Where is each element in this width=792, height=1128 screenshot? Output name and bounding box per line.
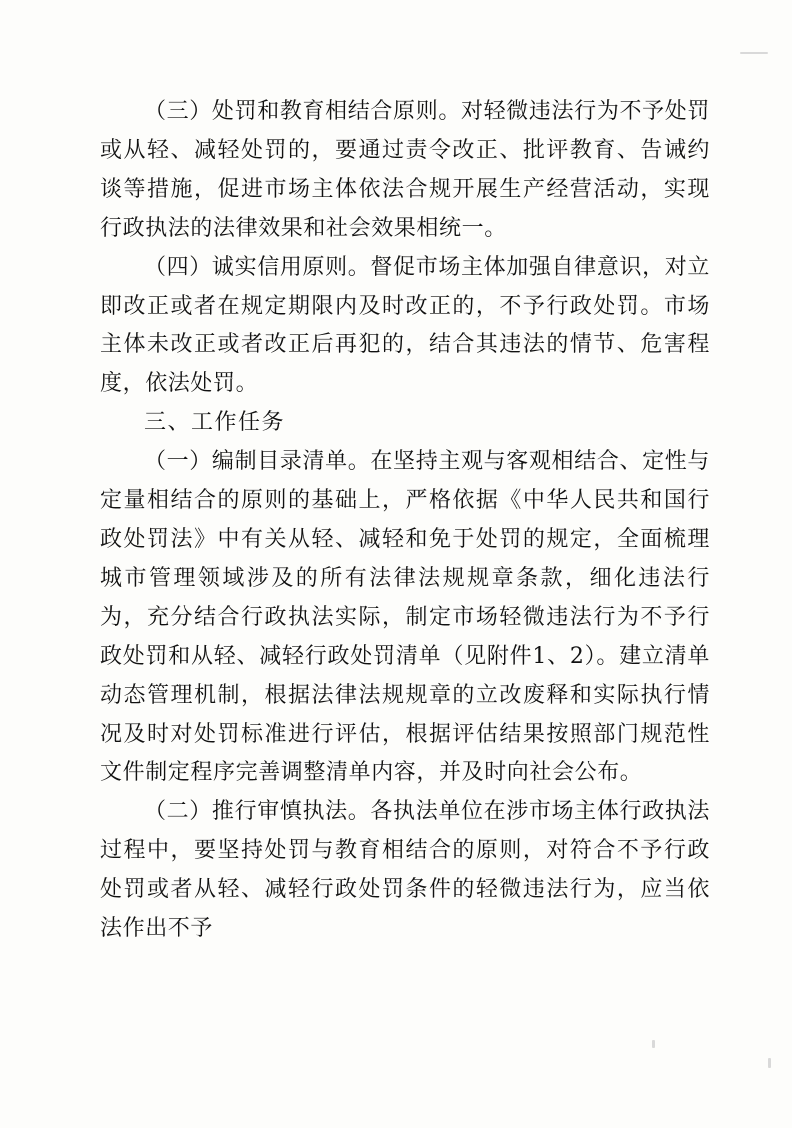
scan-mark: [652, 1040, 655, 1048]
section-heading-tasks: 三、工作任务: [144, 410, 286, 436]
paragraph-task-one: （一）编制目录清单。在坚持主观与客观相结合、定性与定量相结合的原则的基础上，严格依据《中华人民共和国行政处罚法》中有关从轻、减轻和免于处罚的规定，全面梳理城市管理领域涉及的所有法律法规规章条款，细化违法行为，充分结合行政执法实际，制定市场轻微违法行为不予行政处罚和从轻、减轻行政处罚清单（见附件1、2）。建立清单动态管理机制，根据法律法规规章的立改废释和实际执行情况及时对处罚标准进行评估，根据评估结果按照部门规范性文件制定程序完善调整清单内容，并及时向社会公布。: [100, 449, 710, 786]
scan-mark: [768, 1058, 771, 1068]
paragraph-principle-three: （三）处罚和教育相结合原则。对轻微违法行为不予处罚或从轻、减轻处罚的，要通过责令改正、批评教育、告诫约谈等措施，促进市场主体依法合规开展生产经营活动，实现行政执法的法律效果和社会效果相统一。: [100, 99, 710, 241]
paragraph-task-two: （二）推行审慎执法。各执法单位在涉市场主体行政执法过程中，要坚持处罚与教育相结合的原则，对符合不予行政处罚或者从轻、减轻行政处罚条件的轻微违法行为，应当依法作出不予: [100, 799, 710, 942]
scan-mark: [740, 52, 768, 54]
paragraph-principle-four: （四）诚实信用原则。督促市场主体加强自律意识，对立即改正或者在规定期限内及时改正的，不予行政处罚。市场主体未改正或者改正后再犯的，结合其违法的情节、危害程度，依法处罚。: [100, 254, 710, 397]
document-body: [100, 93, 710, 949]
